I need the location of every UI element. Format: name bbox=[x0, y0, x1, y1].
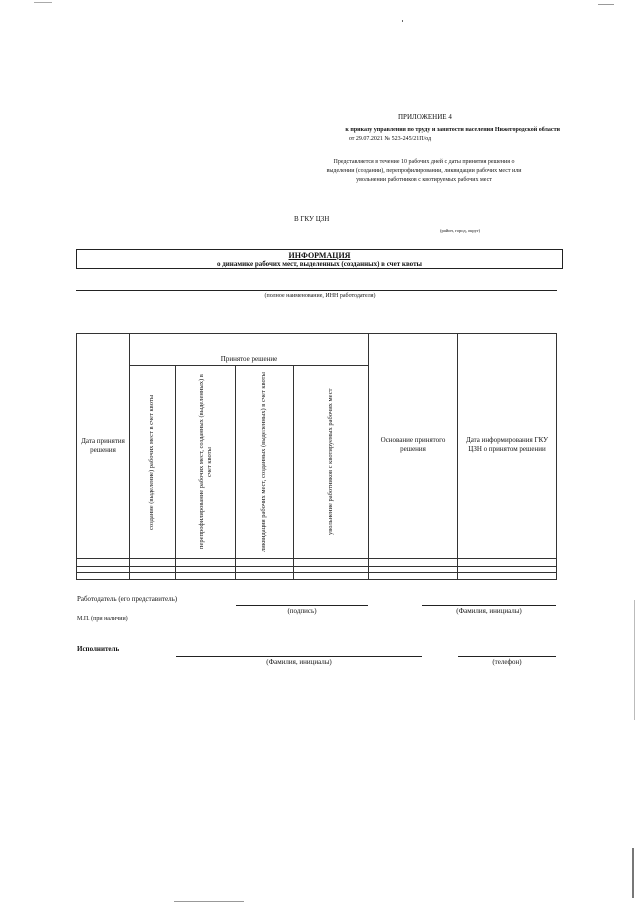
phone-hint: (телефон) bbox=[492, 658, 522, 666]
employer-field-line[interactable] bbox=[76, 290, 557, 291]
table-row-vline bbox=[235, 559, 236, 580]
employer-rep-label: Работодатель (его представитель) bbox=[77, 595, 178, 603]
table-row-vline bbox=[368, 559, 369, 580]
decisions-table bbox=[76, 333, 557, 580]
signature-line[interactable] bbox=[236, 605, 368, 606]
subcol-repurpose-header: перепрофилирование рабочих мест, созданных (выделенных) в счет квоты bbox=[198, 374, 213, 550]
info-title-box bbox=[76, 249, 563, 269]
instruction-line2: выделении (создании), перепрофилировании, ликвидации рабочих мест или bbox=[326, 168, 522, 174]
subcol-liquidate-header: ликвидация рабочих мест, созданных (выделенных) в счет квоты bbox=[260, 372, 267, 552]
group-decision-header: Принятое решение bbox=[220, 355, 278, 363]
instruction-line1: Представляется в течение 10 рабочих дней с даты принятия решения о bbox=[333, 159, 515, 165]
col-date-header: Дата принятия решения bbox=[81, 437, 125, 454]
phone-line[interactable] bbox=[458, 656, 556, 657]
col-inform-header: Дата информирования ГКУ ЦЗН о принятом решении bbox=[465, 436, 549, 453]
col-basis-header: Основание принятого решения bbox=[380, 436, 446, 453]
table-row-vline bbox=[129, 559, 130, 580]
order-reference-line1: к приказу управления по труду и занятости населения Нижегородской области bbox=[345, 127, 560, 133]
scan-bottom-line bbox=[174, 901, 244, 902]
table-row-vline bbox=[293, 559, 294, 580]
recipient-label: В ГКУ ЦЗН bbox=[294, 215, 330, 223]
signature-hint: (подпись) bbox=[287, 607, 317, 615]
instruction-line3: увольнении работников с квотируемых рабочих мест bbox=[356, 177, 492, 183]
employer-hint: (полное наименование, ИНН работодателя) bbox=[264, 293, 376, 299]
executor-name-line[interactable] bbox=[176, 656, 422, 657]
scan-mark-topright bbox=[598, 4, 614, 5]
table-row-divider bbox=[76, 572, 557, 573]
stamp-hint: М.П. (при наличии) bbox=[77, 616, 128, 622]
scan-edge-right bbox=[634, 600, 635, 720]
appendix-title: ПРИЛОЖЕНИЕ 4 bbox=[398, 113, 452, 121]
recipient-hint: (район, город, округ) bbox=[440, 228, 481, 233]
info-title: ИНФОРМАЦИЯ bbox=[288, 251, 351, 260]
recipient-field-line[interactable] bbox=[338, 226, 488, 227]
order-reference-line2: от 29.07.2021 № 523-245/21П/од bbox=[348, 136, 432, 142]
employer-name-hint: (Фамилия, инициалы) bbox=[456, 607, 522, 615]
executor-label: Исполнитель bbox=[77, 645, 120, 653]
subcol-dismiss-header: увольнение работников с квотируемых рабочих мест bbox=[327, 388, 334, 536]
employer-name-line[interactable] bbox=[422, 605, 556, 606]
executor-name-hint: (Фамилия, инициалы) bbox=[266, 658, 332, 666]
scan-mark-dot bbox=[402, 20, 403, 22]
info-subtitle: о динамике рабочих мест, выделенных (созданных) в счет квоты bbox=[216, 260, 422, 268]
table-row-vline bbox=[457, 559, 458, 580]
table-row-divider bbox=[76, 566, 557, 567]
subcol-create-header: создание (выделение) рабочих мест в счет квоты bbox=[148, 394, 155, 530]
scan-mark-topleft bbox=[34, 2, 52, 3]
scan-edge-right-bottom bbox=[632, 848, 634, 898]
table-row-vline bbox=[175, 559, 176, 580]
